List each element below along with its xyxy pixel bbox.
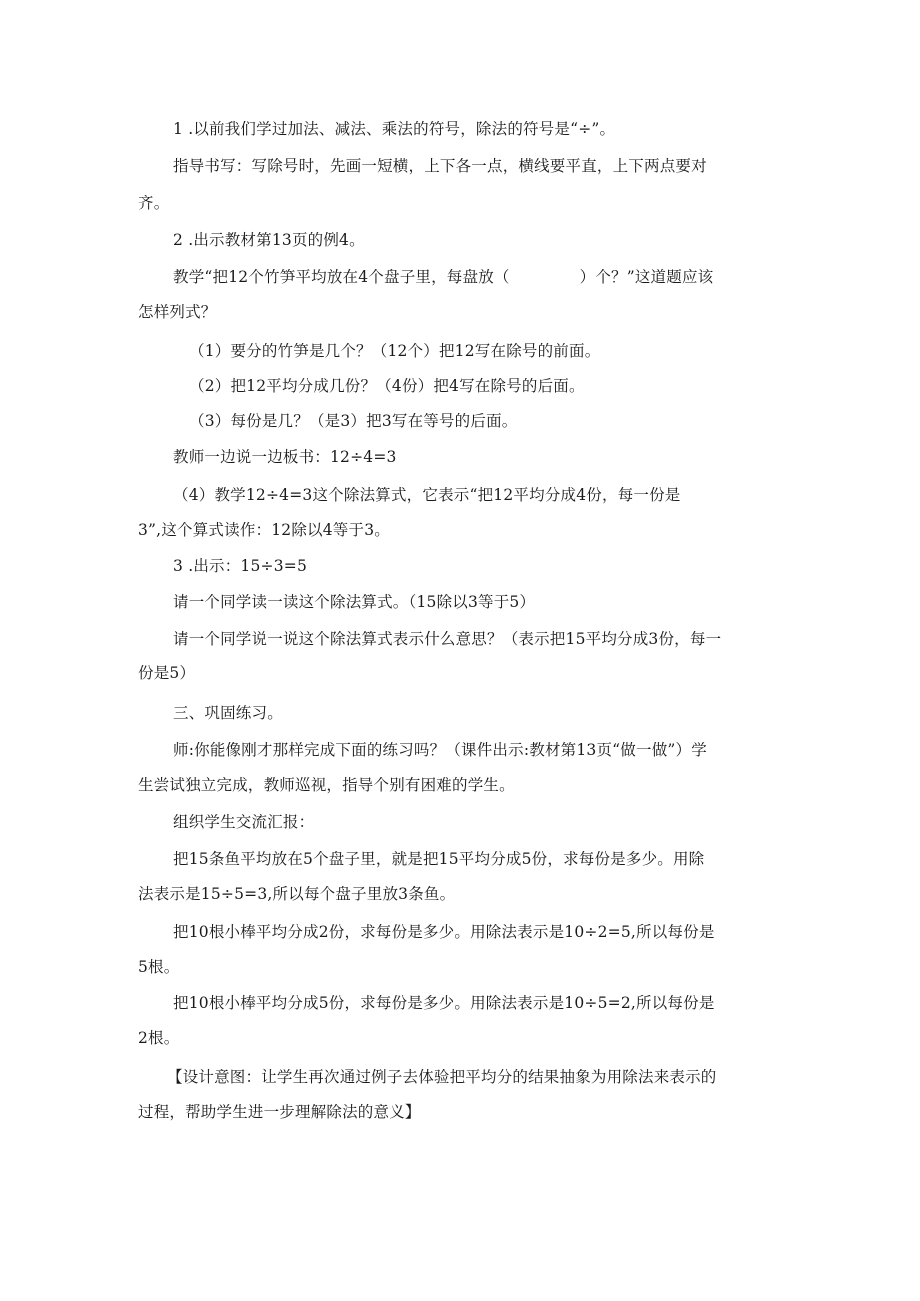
explain-formula: 请一个同学说一说这个除法算式表示什么意思？（表示把15平均分成3份，每一 — [173, 630, 722, 648]
design-intent-cont: 过程，帮助学生进一步理解除法的意义】 — [138, 1103, 421, 1121]
board-writing: 教师一边说一边板书：12÷4=3 — [173, 448, 397, 466]
step-2: （2）把12平均分成几份？（4份）把4写在除号的后面。 — [189, 377, 585, 395]
step-4: （4）教学12÷4=3这个除法算式，它表示“把12平均分成4份，每一份是 — [173, 486, 681, 504]
explain-formula-cont: 份是5） — [138, 664, 196, 682]
fish-example: 把15条鱼平均放在5个盘子里，就是把15平均分成5份，求每份是多少。用除 — [173, 850, 705, 868]
teaching-question-part2: ）个？”这道题应该 — [579, 268, 714, 286]
practice-prompt: 师:你能像刚才那样完成下面的练习吗？（课件出示:教材第13页“做一做”）学 — [173, 741, 707, 759]
item-3-show: 3 .出示：15÷3=5 — [173, 557, 308, 575]
step-3: （3）每份是几？（是3）把3写在等号的后面。 — [189, 412, 518, 430]
report-heading: 组织学生交流汇报： — [173, 813, 315, 831]
writing-guide: 指导书写：写除号时，先画一短横，上下各一点，横线要平直，上下两点要对 — [173, 157, 707, 175]
teaching-question-part1: 教学“把12个竹笋平均放在4个盘子里，每盘放（ — [173, 268, 510, 286]
teaching-question-cont: 怎样列式？ — [138, 303, 217, 321]
item-2-example: 2 .出示教材第13页的例4。 — [173, 231, 365, 249]
stick-example-2-cont: 2根。 — [138, 1029, 180, 1047]
section-3-heading: 三、巩固练习。 — [173, 704, 283, 722]
fish-example-cont: 法表示是15÷5=3,所以每个盘子里放3条鱼。 — [138, 885, 456, 903]
step-1: （1）要分的竹笋是几个？（12个）把12写在除号的前面。 — [189, 342, 601, 360]
step-4-cont: 3”,这个算式读作：12除以4等于3。 — [138, 521, 390, 539]
item-1-division-symbol: 1 .以前我们学过加法、减法、乘法的符号，除法的符号是“÷”。 — [173, 120, 616, 138]
stick-example-2: 把10根小棒平均分成5份，求每份是多少。用除法表示是10÷5=2,所以每份是 — [173, 994, 715, 1012]
writing-guide-cont: 齐。 — [138, 194, 170, 212]
design-intent: 【设计意图：让学生再次通过例子去体验把平均分的结果抽象为用除法来表示的 — [167, 1068, 717, 1086]
teaching-question — [173, 267, 713, 287]
stick-example-1-cont: 5根。 — [138, 958, 180, 976]
read-formula: 请一个同学读一读这个除法算式。（15除以3等于5） — [173, 593, 536, 611]
stick-example-1: 把10根小棒平均分成2份，求每份是多少。用除法表示是10÷2=5,所以每份是 — [173, 923, 715, 941]
practice-prompt-cont: 生尝试独立完成，教师巡视，指导个别有困难的学生。 — [138, 776, 515, 794]
